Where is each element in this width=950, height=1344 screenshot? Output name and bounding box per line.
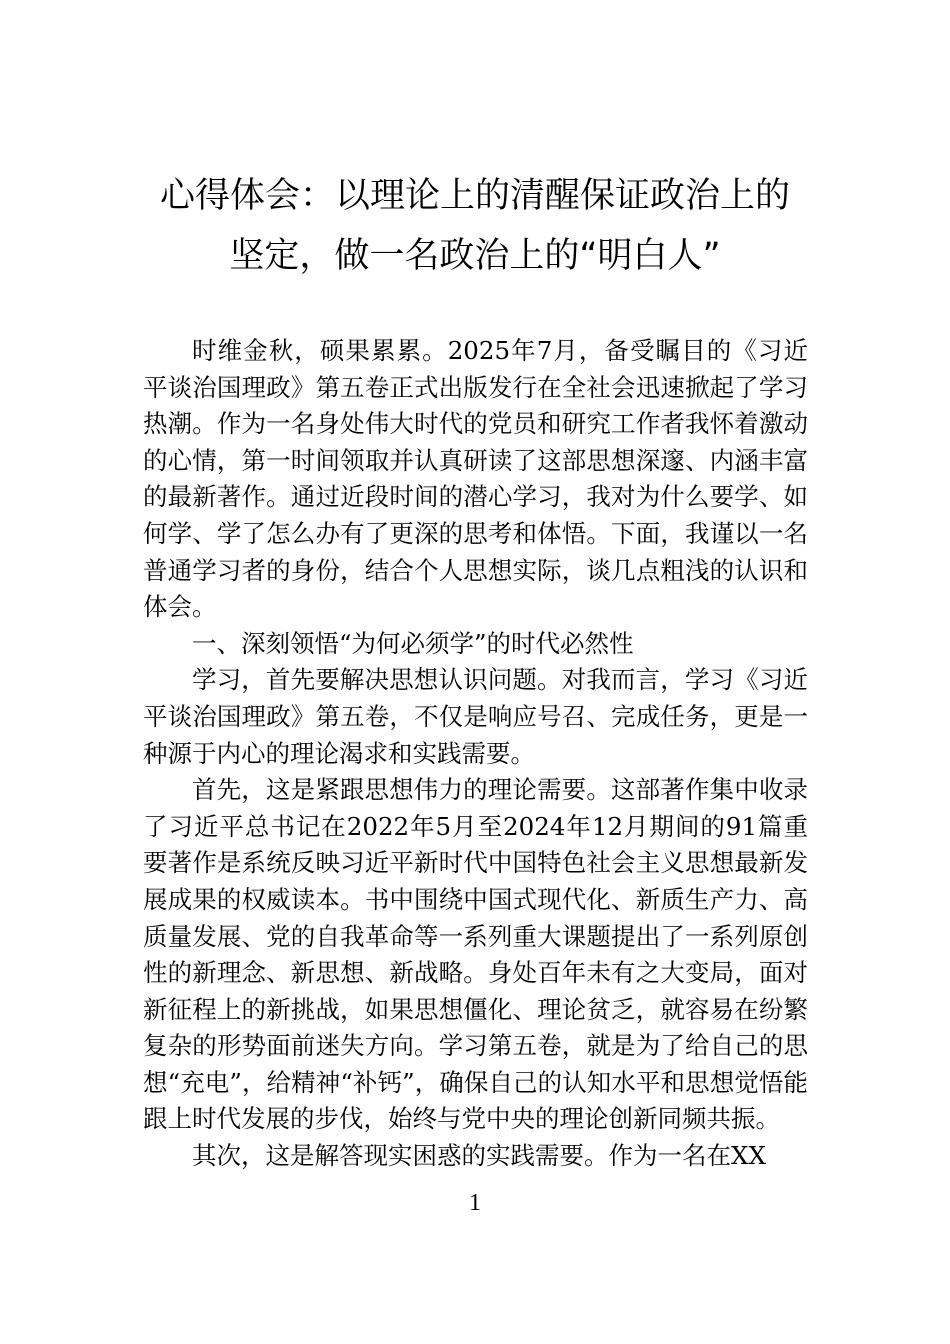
paragraph: 首先，这是紧跟思想伟力的理论需要。这部著作集中收录了习近平总书记在2022年5月至2024年12月期间的91篇重要著作是系统反映习近平新时代中国特色社会主义思想最新发展成果的权威读本。书中围绕中国式现代化、新质生产力、高质量发展、党的自我革命等一系列重大课题提出了一系列原创性的新理念、新思想、新战略。身处百年未有之大变局，面对新征程上的新挑战，如果思想僵化、理论贫乏，就容易在纷繁复杂的形势面前迷失方向。学习第五卷，就是为了给自己的思想“充电”，给精神“补钙”，确保自己的认知水平和思想觉悟能跟上时代发展的步伐，始终与党中央的理论创新同频共振。 [143,775,808,1134]
document-body [143,333,808,1175]
paragraph-intro: 时维金秋，硕果累累。2025年7月，备受瞩目的《习近平谈治国理政》第五卷正式出版发行在全社会迅速掀起了学习热潮。作为一名身处伟大时代的党员和研究工作者我怀着激动的心情，第一时间领取并认真研读了这部思想深邃、内涵丰富的最新著作。通过近段时间的潜心学习，我对为什么要学、如何学、学了怎么办有了更深的思考和体悟。下面，我谨以一名普通学习者的身份，结合个人思想实际，谈几点粗浅的认识和体会。 [143,336,808,622]
section-heading-1: 一、深刻领悟“为何必须学”的时代必然性 [192,628,634,658]
document-title [140,166,810,286]
page-number: 1 [469,1190,481,1216]
paragraph: 其次，这是解答现实困惑的实践需要。作为一名在XX [192,1141,766,1171]
paragraph: 学习，首先要解决思想认识问题。对我而言，学习《习近平谈治国理政》第五卷，不仅是响应号召、完成任务，更是一种源于内心的理论渴求和实践需要。 [143,665,808,768]
title-line-2: 坚定，做一名政治上的“明白人” [229,236,721,276]
title-line-1: 心得体会：以理论上的清醒保证政治上的 [159,176,790,216]
